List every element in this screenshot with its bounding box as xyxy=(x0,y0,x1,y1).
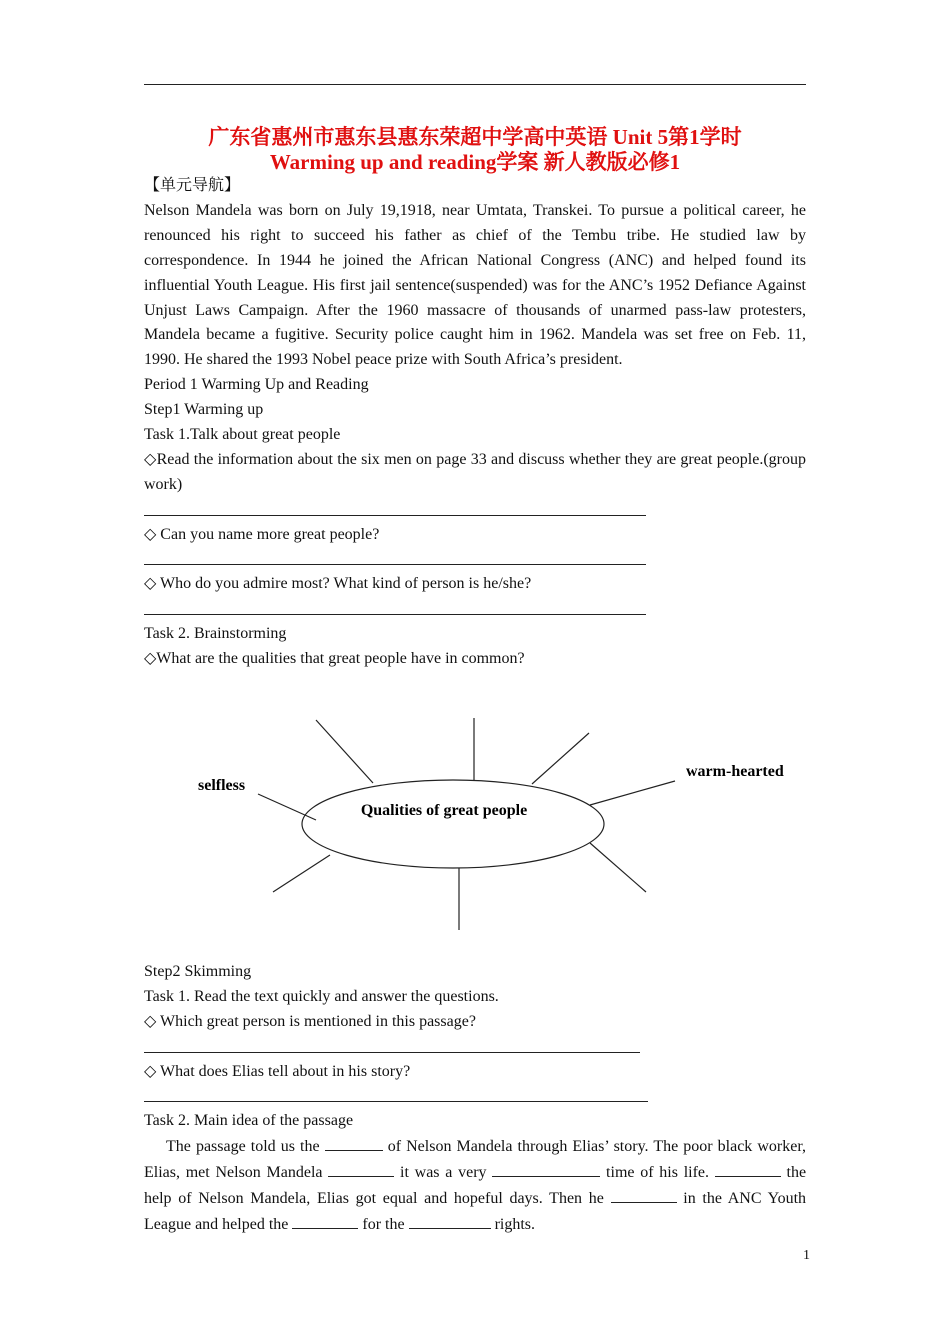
main-idea-text: of Nelson Mandela through Elias’ story. The poor black worker, Elias, met Nelson Mandela xyxy=(144,1138,807,1182)
task2-heading: Task 2. Brainstorming xyxy=(144,625,287,643)
question-elias-story: ◇ What does Elias tell about in his story? xyxy=(144,1062,411,1080)
question-qualities: ◇What are the qualities that great people have in common? xyxy=(144,650,525,668)
main-idea-text: it was a very xyxy=(400,1164,487,1182)
brainstorm-svg xyxy=(144,672,806,960)
question-six-men: ◇Read the information about the six men on page 33 and discuss whether they are great people.(group work) xyxy=(144,450,806,493)
answer-line[interactable] xyxy=(144,548,806,573)
page-number: 1 xyxy=(803,1248,810,1263)
spoke-right xyxy=(590,781,675,805)
intro-paragraph: Nelson Mandela was born on July 19,1918, near Umtata, Transkei. To pursue a political career, he renounced his right to succeed his father as chief of the Tembu tribe. He studied law by correspondence. In 1944 he joined the African National Congress (ANC) and helped found its influential Youth League. His first jail sentence(suspended) was for the ANC’s 1952 Defiance Against Unjust Laws Campaign. After the 1960 massacre of thousands of unarmed pass-law protesters, Mandela became a fugitive. Security police caught him in 1962. Mandela was set free on Feb. 11, 1990. He shared the 1993 Nobel peace prize with South Africa’s president. xyxy=(144,201,806,369)
answer-line[interactable] xyxy=(144,597,806,622)
main-idea-text: in the ANC Youth League and helped the xyxy=(144,1190,807,1234)
document-body xyxy=(144,174,806,1238)
step2-task2-heading: Task 2. Main idea of the passage xyxy=(144,1112,354,1130)
fill-blank[interactable] xyxy=(611,1186,677,1203)
step2-task1-heading: Task 1. Read the text quickly and answer the questions. xyxy=(144,987,499,1005)
brainstorm-diagram xyxy=(144,672,806,960)
document-title-line1: 广东省惠州市惠东县惠东荣超中学高中英语 Unit 5第1学时 xyxy=(208,125,742,149)
main-idea-text: rights. xyxy=(494,1216,536,1234)
spoke-left xyxy=(258,794,316,820)
unit-nav-label: 【单元导航】 xyxy=(144,177,241,194)
fill-blank[interactable] xyxy=(715,1160,781,1177)
fill-blank[interactable] xyxy=(325,1134,383,1151)
main-idea-text: the help of Nelson Mandela, Elias got equal and hopeful days. Then he xyxy=(144,1164,807,1208)
answer-line[interactable] xyxy=(144,1035,806,1060)
answer-line[interactable] xyxy=(144,498,806,523)
spoke-lower-left xyxy=(273,855,330,892)
question-admire-most: ◇ Who do you admire most? What kind of person is he/she? xyxy=(144,575,532,593)
main-idea-text: The passage told us the xyxy=(166,1138,320,1156)
main-idea-text: time of his life. xyxy=(606,1164,710,1182)
task1-heading: Task 1.Talk about great people xyxy=(144,426,341,444)
fill-blank[interactable] xyxy=(492,1160,600,1177)
step2-heading: Step2 Skimming xyxy=(144,963,252,981)
period-heading: Period 1 Warming Up and Reading xyxy=(144,376,369,394)
spoke-upper-left xyxy=(316,720,373,783)
top-rule xyxy=(144,84,806,85)
question-great-person: ◇ Which great person is mentioned in this passage? xyxy=(144,1012,476,1030)
fill-blank[interactable] xyxy=(328,1160,394,1177)
question-more-great-people: ◇ Can you name more great people? xyxy=(144,525,380,543)
main-idea-text: for the xyxy=(362,1216,405,1234)
main-idea-paragraph xyxy=(144,1134,806,1238)
fill-blank[interactable] xyxy=(292,1212,358,1229)
right-label: warm-hearted xyxy=(686,763,784,781)
left-label: selfless xyxy=(198,777,246,795)
document-title-line2: Warming up and reading学案 新人教版必修1 xyxy=(269,150,681,174)
spoke-upper-right xyxy=(532,733,589,784)
center-ellipse xyxy=(302,780,604,868)
step1-heading: Step1 Warming up xyxy=(144,401,264,419)
spoke-lower-right xyxy=(590,843,646,892)
center-label: Qualities of great people xyxy=(360,802,528,820)
fill-blank[interactable] xyxy=(409,1212,491,1229)
answer-line[interactable] xyxy=(144,1085,806,1110)
